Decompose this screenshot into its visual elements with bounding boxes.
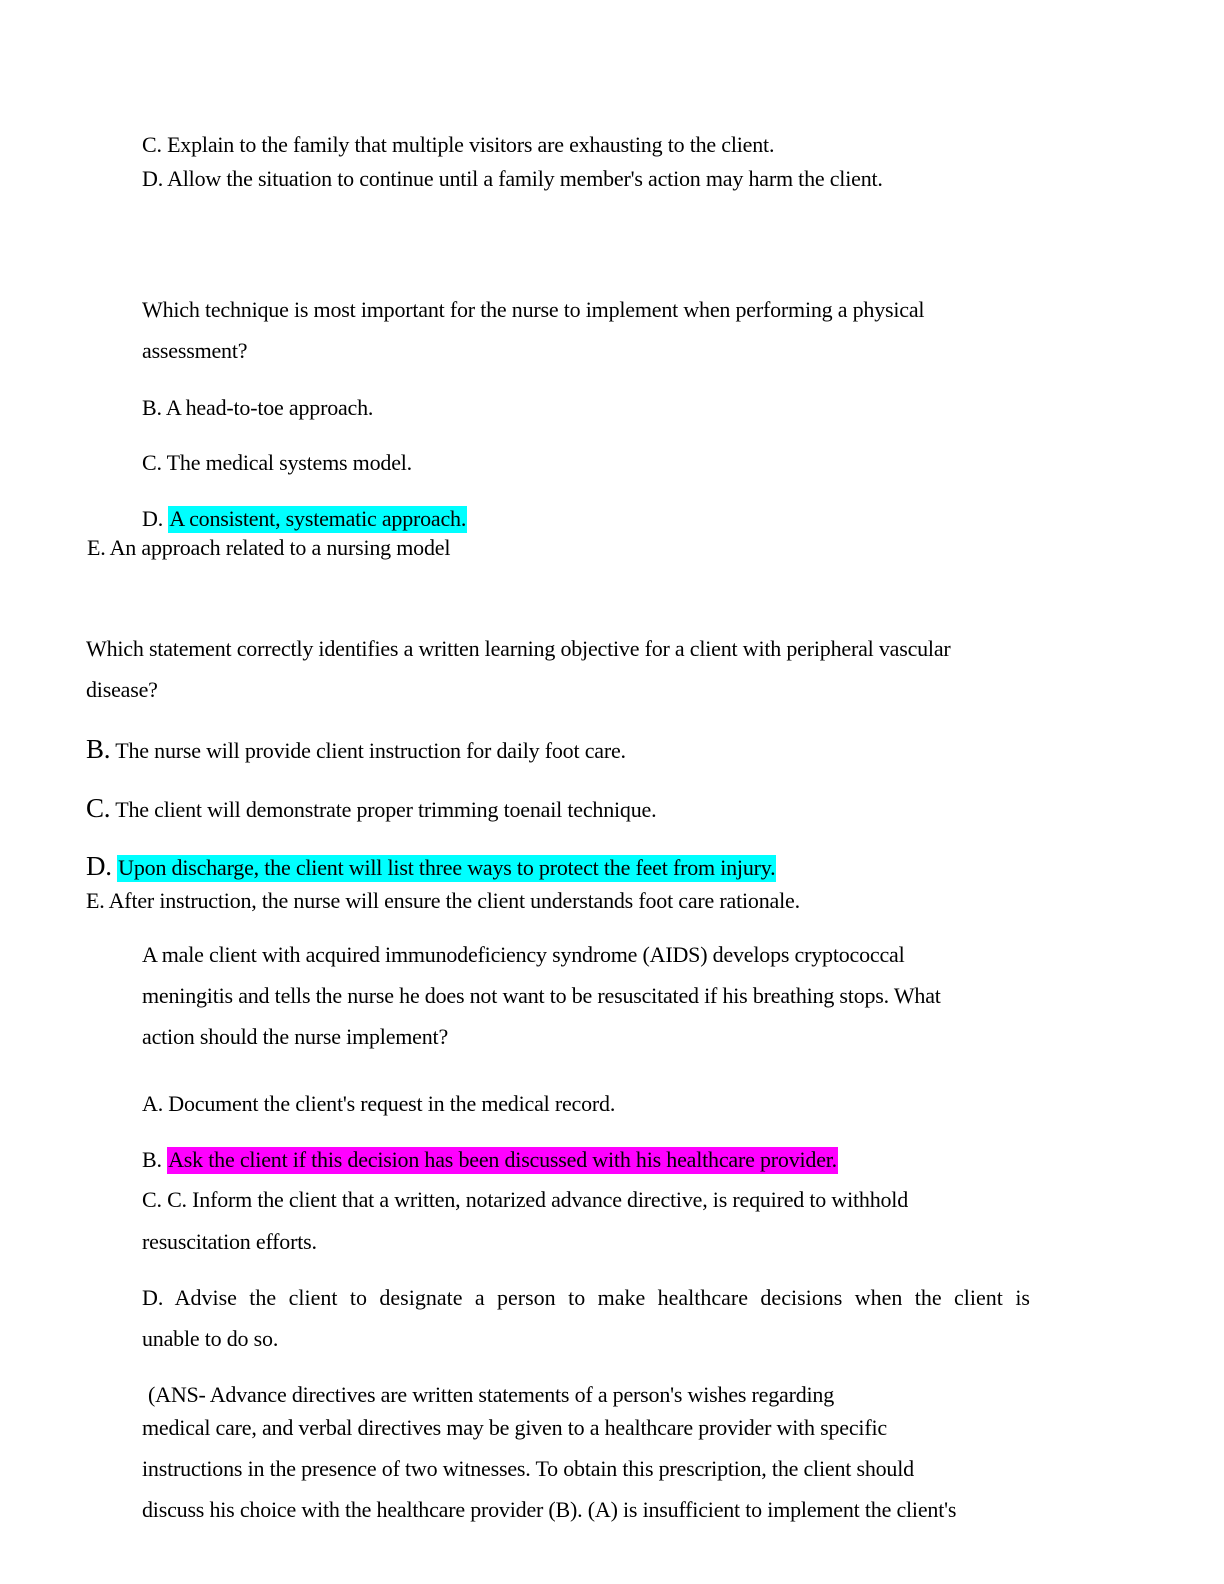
highlighted-answer: Upon discharge, the client will list three ways to protect the feet from injury. [118, 855, 776, 880]
question-stem-line: action should the nurse implement? [142, 1024, 449, 1049]
option-b: B. A head-to-toe approach. [142, 395, 374, 420]
option-c [86, 795, 656, 823]
option-letter: D. [142, 506, 163, 531]
option-letter: B. [142, 1147, 162, 1172]
answer-rationale-line: medical care, and verbal directives may be given to a healthcare provider with specific [142, 1415, 887, 1440]
option-text: The client will demonstrate proper trimming toenail technique. [115, 797, 657, 822]
option-c: C. The medical systems model. [142, 450, 412, 475]
option-d: D. Advise the client to designate a person to make healthcare decisions when the client is [142, 1285, 1030, 1310]
question-stem-line: meningitis and tells the nurse he does not want to be resuscitated if his breathing stops. What [142, 983, 941, 1008]
option-text: The nurse will provide client instruction for daily foot care. [115, 738, 626, 763]
option-c-continued: resuscitation efforts. [142, 1229, 317, 1254]
answer-rationale-line: discuss his choice with the healthcare provider (B). (A) is insufficient to implement the client's [142, 1497, 957, 1522]
question-stem-line: Which technique is most important for the nurse to implement when performing a physical [142, 297, 925, 322]
question-stem-line: assessment? [142, 338, 248, 363]
answer-rationale-line: (ANS- Advance directives are written statements of a person's wishes regarding [148, 1382, 835, 1407]
option-d [86, 853, 776, 881]
prev-option-d: D. Allow the situation to continue until a family member's action may harm the client. [142, 166, 883, 191]
option-b [142, 1147, 838, 1173]
option-letter: B. [86, 734, 111, 764]
question-stem-line: disease? [86, 677, 158, 702]
highlighted-answer: A consistent, systematic approach. [169, 506, 467, 531]
question-stem-line: Which statement correctly identifies a written learning objective for a client with peripheral vascular [86, 636, 951, 661]
option-d-continued: unable to do so. [142, 1326, 279, 1351]
highlighted-answer: Ask the client if this decision has been discussed with his healthcare provider. [168, 1147, 837, 1172]
option-e: E. After instruction, the nurse will ensure the client understands foot care rationale. [86, 888, 800, 913]
option-a: A. Document the client's request in the medical record. [142, 1091, 616, 1116]
option-b [86, 736, 626, 764]
option-c: C. C. Inform the client that a written, notarized advance directive, is required to withhold [142, 1187, 909, 1212]
question-stem-line: A male client with acquired immunodeficiency syndrome (AIDS) develops cryptococcal [142, 942, 905, 967]
prev-option-c: C. Explain to the family that multiple visitors are exhausting to the client. [142, 132, 775, 157]
option-e: E. An approach related to a nursing model [87, 535, 451, 560]
option-letter: C. [86, 793, 111, 823]
option-d [142, 506, 467, 532]
option-letter: D. [86, 851, 112, 881]
answer-rationale-line: instructions in the presence of two witnesses. To obtain this prescription, the client should [142, 1456, 914, 1481]
